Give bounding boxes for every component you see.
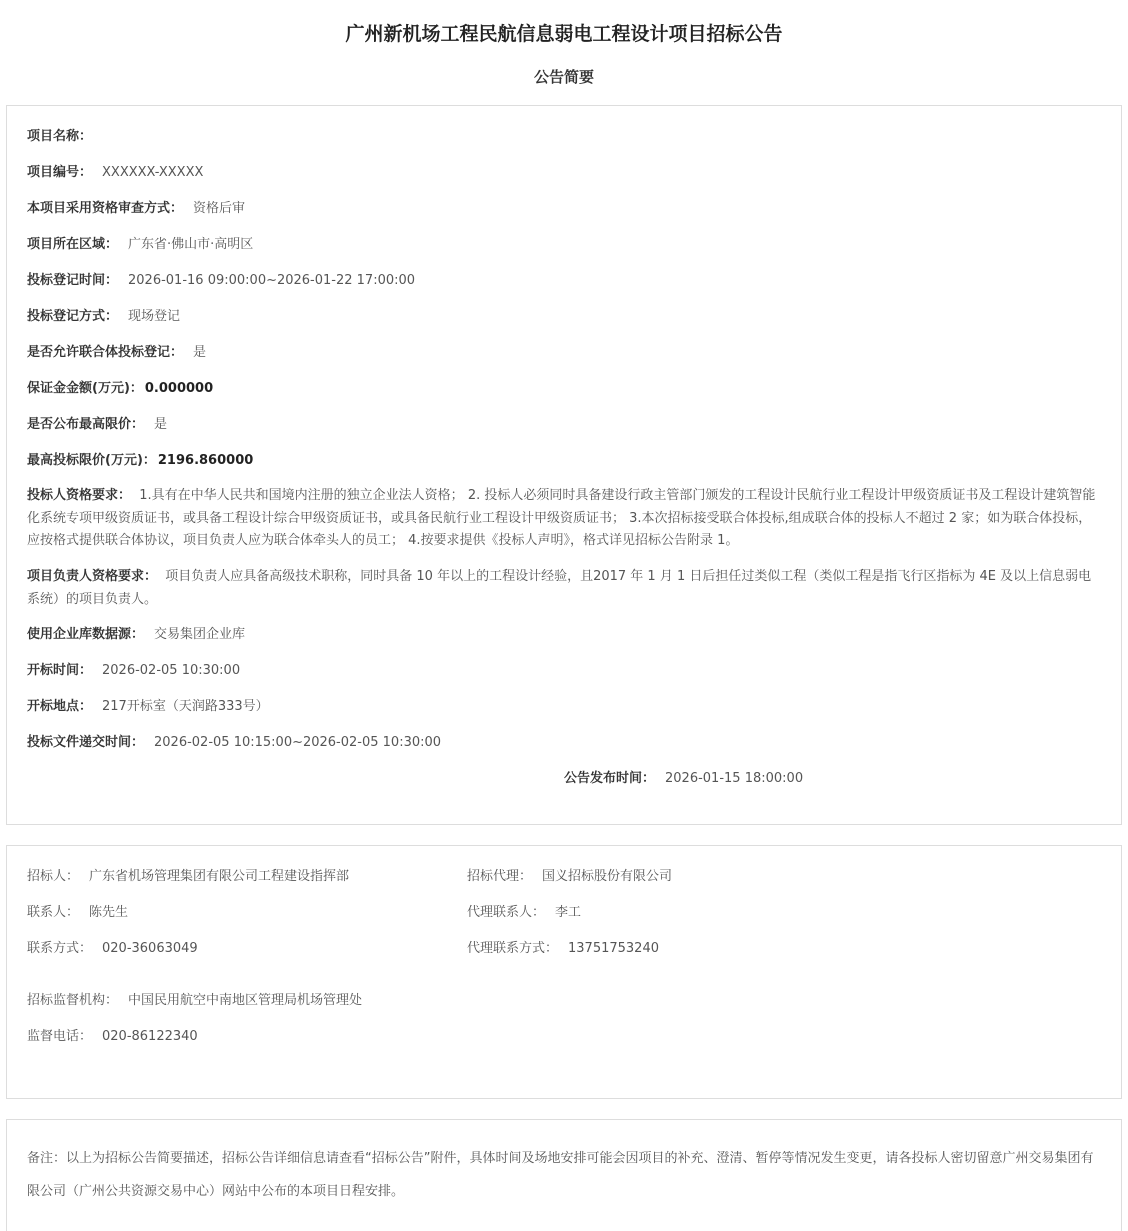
submission-time-value: 2026-02-05 10:15:00~2026-02-05 10:30:00 [154,735,442,750]
supervisor-row [27,990,362,1012]
consortium-row [27,342,1099,364]
note-text: 备注：以上为招标公告简要描述，招标公告详细信息请查看“招标公告”附件，具体时间及场地安排可能会因项目的补充、澄清、暂停等情况发生变更，请各投标人密切留意广州交易集团有限公司（广州公共资源交易中心）网站中公布的本项目日程安排。 [27,1151,1094,1199]
max-price-row [27,450,1099,472]
region-label: 项目所在区域： [27,237,119,252]
region-row [27,234,1099,256]
tenderer-row [27,866,349,888]
bidder-qualification-label: 投标人资格要求： [27,488,132,503]
submission-time-label: 投标文件递交时间： [27,735,145,750]
project-name-row [27,126,1099,148]
project-no-value: XXXXXX-XXXXX [102,165,204,180]
opening-time-row [27,660,1099,682]
region-value: 广东省·佛山市·高明区 [128,237,254,252]
supervisor-value: 中国民用航空中南地区管理局机场管理处 [128,993,363,1008]
pm-qualification-label: 项目负责人资格要求： [27,569,158,584]
consortium-value: 是 [193,345,207,360]
pm-qualification-value: 项目负责人应具备高级技术职称，同时具备 10 年以上的工程设计经验，且2017 年 1 月 1 日后担任过类似工程（类似工程是指飞行区指标为 4E 及以上信息弱电系统）的项目负责人。 [27,569,1092,607]
phone-label: 联系方式： [27,941,93,956]
publish-time-value: 2026-01-15 18:00:00 [665,771,804,786]
contact-row [27,902,128,924]
publish-time-label: 公告发布时间： [564,771,656,786]
submission-time-row [27,732,1099,754]
agent-phone-row [467,938,659,960]
opening-place-value: 217开标室（天润路333号） [102,699,269,714]
supervisor-label: 招标监督机构： [27,993,119,1008]
supervisor-phone-row [27,1026,198,1048]
page-title: 广州新机场工程民航信息弱电工程设计项目招标公告 [345,23,783,45]
opening-time-value: 2026-02-05 10:30:00 [102,663,241,678]
review-method-row [27,198,1099,220]
deposit-row [27,378,1099,400]
max-price-public-label: 是否公布最高限价： [27,417,145,432]
supervisor-phone-value: 020-86122340 [102,1029,198,1044]
database-value: 交易集团企业库 [154,627,246,642]
phone-value: 020-36063049 [102,941,198,956]
agent-phone-value: 13751753240 [568,941,659,956]
pm-qualification-row [27,566,1103,611]
contact-value: 陈先生 [89,905,129,920]
review-method-value: 资格后审 [193,201,246,216]
registration-time-label: 投标登记时间： [27,273,119,288]
contacts-panel [6,845,1122,1099]
database-row [27,624,1099,646]
note-panel [6,1119,1122,1231]
registration-time-row [27,270,1099,292]
opening-place-row [27,696,1099,718]
publish-time-row [564,768,803,790]
project-no-row [27,162,1099,184]
agent-contact-row [467,902,581,924]
agent-value: 国义招标股份有限公司 [542,869,673,884]
consortium-label: 是否允许联合体投标登记： [27,345,184,360]
phone-row [27,938,198,960]
project-no-label: 项目编号： [27,165,93,180]
deposit-label: 保证金金额(万元)： [27,381,143,396]
agent-contact-value: 李工 [555,905,582,920]
tenderer-value: 广东省机场管理集团有限公司工程建设指挥部 [89,869,350,884]
max-price-label: 最高投标限价(万元)： [27,453,156,468]
project-name-label: 项目名称： [27,129,93,144]
agent-contact-label: 代理联系人： [467,905,546,920]
summary-panel [6,105,1122,825]
review-method-label: 本项目采用资格审查方式： [27,201,184,216]
supervisor-phone-label: 监督电话： [27,1029,93,1044]
database-label: 使用企业库数据源： [27,627,145,642]
opening-place-label: 开标地点： [27,699,93,714]
bidder-qualification-row [27,485,1103,553]
contact-label: 联系人： [27,905,80,920]
registration-time-value: 2026-01-16 09:00:00~2026-01-22 17:00:00 [128,273,416,288]
registration-method-row [27,306,1099,328]
tenderer-label: 招标人： [27,869,80,884]
max-price-public-row [27,414,1099,436]
max-price-public-value: 是 [154,417,168,432]
agent-label: 招标代理： [467,869,533,884]
deposit-value: 0.000000 [144,381,214,396]
registration-method-value: 现场登记 [128,309,181,324]
registration-method-label: 投标登记方式： [27,309,119,324]
page-subtitle: 公告简要 [533,68,594,86]
max-price-value: 2196.860000 [157,453,254,468]
agent-phone-label: 代理联系方式： [467,941,559,956]
bidder-qualification-value: 1.具有在中华人民共和国境内注册的独立企业法人资格； 2. 投标人必须同时具备建设行政主管部门颁发的工程设计民航行业工程设计甲级资质证书及工程设计建筑智能化系统专项甲级资质证书，或具备工程设计综合甲级资质证书，或具备民航行业工程设计甲级资质证书； 3.本次招标接受联合体投标,组成联合体的投标人不超过 2 家；如为联合体投标，应按格式提供联合体协议，项目负责人应为联合体牵头人的员工； 4.按要求提供《投标人声明》，格式详见招标公告附录 1。 [27,488,1096,548]
opening-time-label: 开标时间： [27,663,93,678]
agent-row [467,866,672,888]
